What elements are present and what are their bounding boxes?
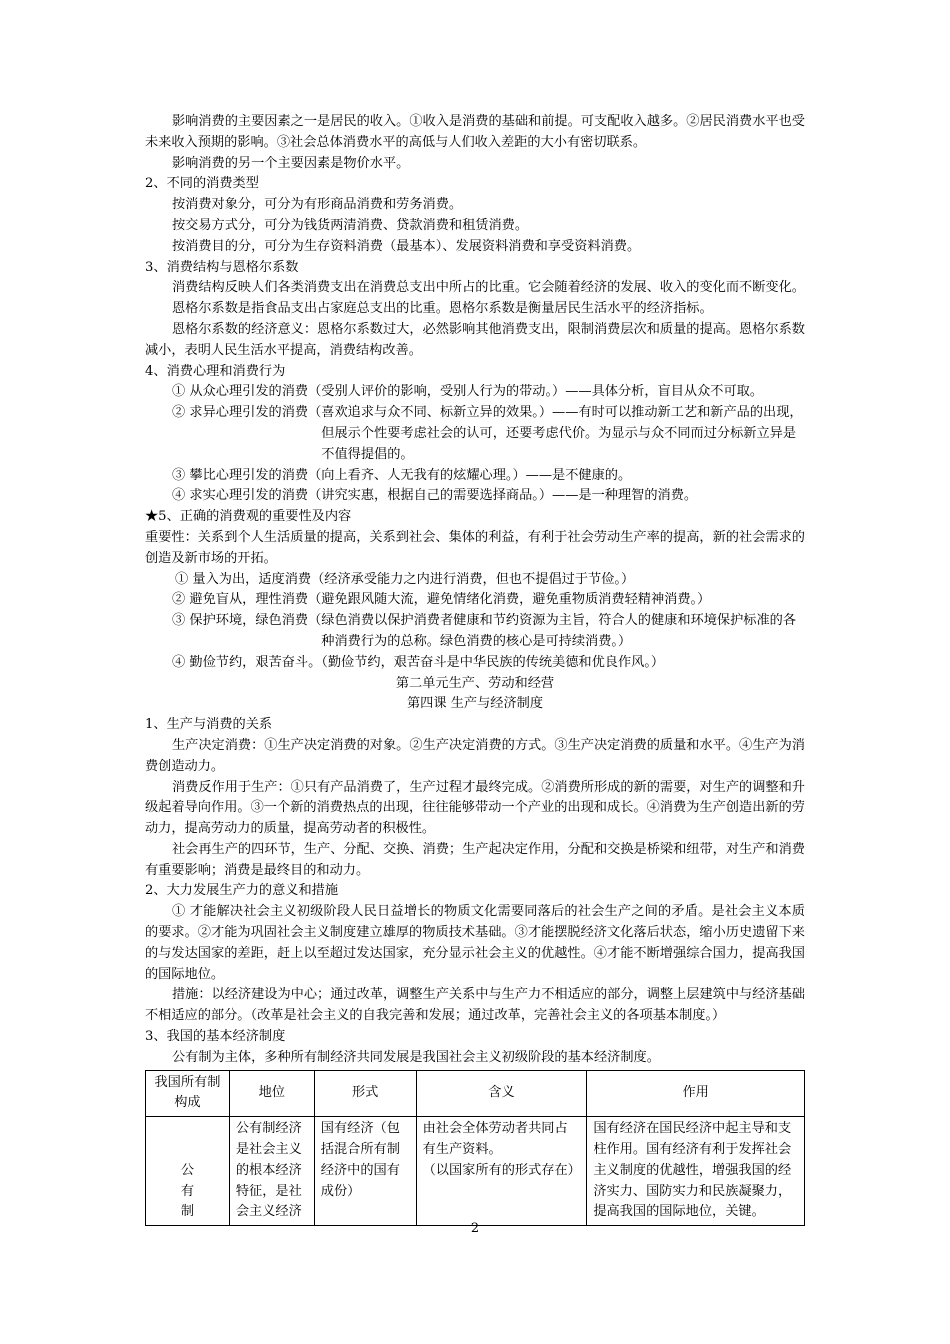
paragraph-structure: 消费结构反映人们各类消费支出在消费总支出中所占的比重。它会随着经济的发展、收入的变化而不断变化。: [172, 280, 805, 296]
cell-ownership-type: [146, 1117, 230, 1226]
view-item-2: ② 避免盲从，理性消费（避免跟风随大流，避免情绪化消费，避免重物质消费轻精神消费。）: [172, 592, 711, 608]
type-by-transaction: 按交易方式分，可分为钱货两清消费、贷款消费和租赁消费。: [172, 217, 529, 233]
cell-status: 公有制经济是社会主义的根本经济特征，是社会主义经济: [229, 1117, 314, 1226]
paragraph-engel-def: 恩格尔系数是指食品支出占家庭总支出的比重。恩格尔系数是衡量居民生活水平的经济指标。: [172, 301, 713, 317]
header-status: 地位: [229, 1070, 314, 1117]
header-meaning: 含义: [416, 1070, 587, 1117]
heading-productivity: 2、大力发展生产力的意义和措施: [145, 883, 339, 899]
header-ownership: 我国所有制构成: [146, 1070, 230, 1117]
page-number: 2: [470, 1221, 480, 1236]
table-row: [146, 1117, 805, 1226]
ownership-table: [145, 1070, 805, 1227]
type-by-object: 按消费对象分，可分为有形商品消费和劳务消费。: [172, 197, 463, 213]
table-header-row: [146, 1070, 805, 1117]
paragraph-consumption-reacts: 消费反作用于生产：①只有产品消费了，生产过程才最终完成。②消费所形成的新的需要，对生产的调整和升级起着导向作用。③一个新的消费热点的出现，往往能够带动一个产业的出现和成长。④消费为生产创造出新的劳动力，提高劳动力的质量，提高劳动者的积极性。: [145, 779, 805, 837]
paragraph-income: 影响消费的主要因素之一是居民的收入。①收入是消费的基础和前提。可支配收入越多。②居民消费水平也受未来收入预期的影响。③社会总体消费水平的高低与人们收入差距的大小有密切联系。: [145, 114, 805, 150]
paragraph-productivity-meaning: ① 才能解决社会主义初级阶段人民日益增长的物质文化需要同落后的社会生产之间的矛盾。是社会主义本质的要求。②才能为巩固社会主义制度建立雄厚的物质技术基础。③才能摆脱经济文化落后状态，缩小历史遗留下来的与发达国家的差距，赶上以至超过发达国家，充分显示社会主义的优越性。④才能不断增强综合国力，提高我国的国际地位。: [145, 904, 805, 982]
paragraph-reproduction: 社会再生产的四环节，生产、分配、交换、消费；生产起决定作用，分配和交换是桥梁和纽带，对生产和消费有重要影响；消费是最终目的和动力。: [145, 841, 805, 878]
psychology-item-1: ① 从众心理引发的消费（受别人评价的影响，受别人行为的带动。）——具体分析，盲目从众不可取。: [172, 384, 764, 400]
paragraph-importance: 重要性：关系到个人生活质量的提高，关系到社会、集体的利益，有利于社会劳动生产率的提高，新的社会需求的创造及新市场的开拓。: [145, 529, 805, 566]
unit-title: 第二单元生产、劳动和经营: [395, 675, 555, 691]
meaning-note: （以国家所有的形式存在）: [422, 1162, 581, 1178]
psychology-item-4: ④ 求实心理引发的消费（讲究实惠，根据自己的需要选择商品。）——是一种理智的消费。: [172, 488, 698, 504]
paragraph-measures: 措施：以经济建设为中心；通过改革，调整生产关系中与生产力不相适应的部分，调整上层建筑中与经济基础不相适应的部分。（改革是社会主义的自我完善和发展；通过改革，完善社会主义的各项基本制度。）: [145, 987, 805, 1024]
psychology-item-2: [145, 403, 805, 465]
heading-psychology: 4、消费心理和消费行为: [145, 363, 286, 379]
cell-meaning: [416, 1117, 587, 1226]
view-item-3: [145, 611, 805, 653]
view-item-3-text: 绿色消费以保护消费者健康和节约资源为主旨，符合人的健康和环境保护标准的各种消费行为的总称。绿色消费的核心是可持续消费。）: [321, 613, 797, 649]
paragraph-price: 影响消费的另一个主要因素是物价水平。: [172, 155, 410, 171]
ownership-type-text: 公有制: [180, 1162, 195, 1220]
heading-production-consumption: 1、生产与消费的关系: [145, 717, 273, 733]
meaning-text: 由社会全体劳动者共同占有生产资料。: [422, 1121, 568, 1158]
paragraph-basic-system: 公有制为主体，多种所有制经济共同发展是我国社会主义初级阶段的基本经济制度。: [172, 1049, 660, 1065]
psychology-item-3: ③ 攀比心理引发的消费（向上看齐、人无我有的炫耀心理。）——是不健康的。: [172, 467, 632, 483]
heading-economic-system: 3、我国的基本经济制度: [145, 1029, 286, 1045]
view-item-1: ① 量入为出，适度消费（经济承受能力之内进行消费，但也不提倡过于节俭。）: [175, 571, 635, 587]
view-item-3-label: ③ 保护环境，绿色消费（: [172, 613, 322, 629]
lesson-title: 第四课 生产与经济制度: [406, 696, 544, 712]
cell-role: 国有经济在国民经济中起主导和支柱作用。国有经济有利于发挥社会主义制度的优越性，增强我国的经济实力、国防实力和民族凝聚力，提高我国的国际地位，关键。: [587, 1117, 805, 1226]
psychology-item-2-text: 喜欢追求与众不同、标新立异的效果。）——有时可以推动新工艺和新产品的出现，但展示个性要考虑社会的认可，还要考虑代价。为显示与众不同而过分标新立异是不值得提倡的。: [321, 405, 803, 462]
paragraph-production-decides: 生产决定消费：①生产决定消费的对象。②生产决定消费的方式。③生产决定消费的质量和水平。④生产为消费创造动力。: [145, 737, 805, 774]
heading-engel: 3、消费结构与恩格尔系数: [145, 259, 299, 275]
type-by-purpose: 按消费目的分，可分为生存资料消费（最基本）、发展资料消费和享受资料消费。: [172, 238, 641, 254]
header-form: 形式: [314, 1070, 416, 1117]
cell-form: 国有经济（包括混合所有制经济中的国有成份）: [314, 1117, 416, 1226]
document-body: [145, 112, 805, 1226]
heading-consumption-view: ★5、正确的消费观的重要性及内容: [145, 509, 352, 525]
heading-consumption-types: 2、不同的消费类型: [145, 176, 259, 192]
psychology-item-2-label: ② 求异心理引发的消费（: [172, 405, 322, 421]
view-item-4: ④ 勤俭节约，艰苦奋斗。（勤俭节约，艰苦奋斗是中华民族的传统美德和优良作风。）: [172, 654, 665, 670]
paragraph-engel-meaning: 恩格尔系数的经济意义：恩格尔系数过大，必然影响其他消费支出，限制消费层次和质量的提高。恩格尔系数减小，表明人民生活水平提高，消费结构改善。: [145, 321, 805, 358]
header-role: 作用: [587, 1070, 805, 1117]
